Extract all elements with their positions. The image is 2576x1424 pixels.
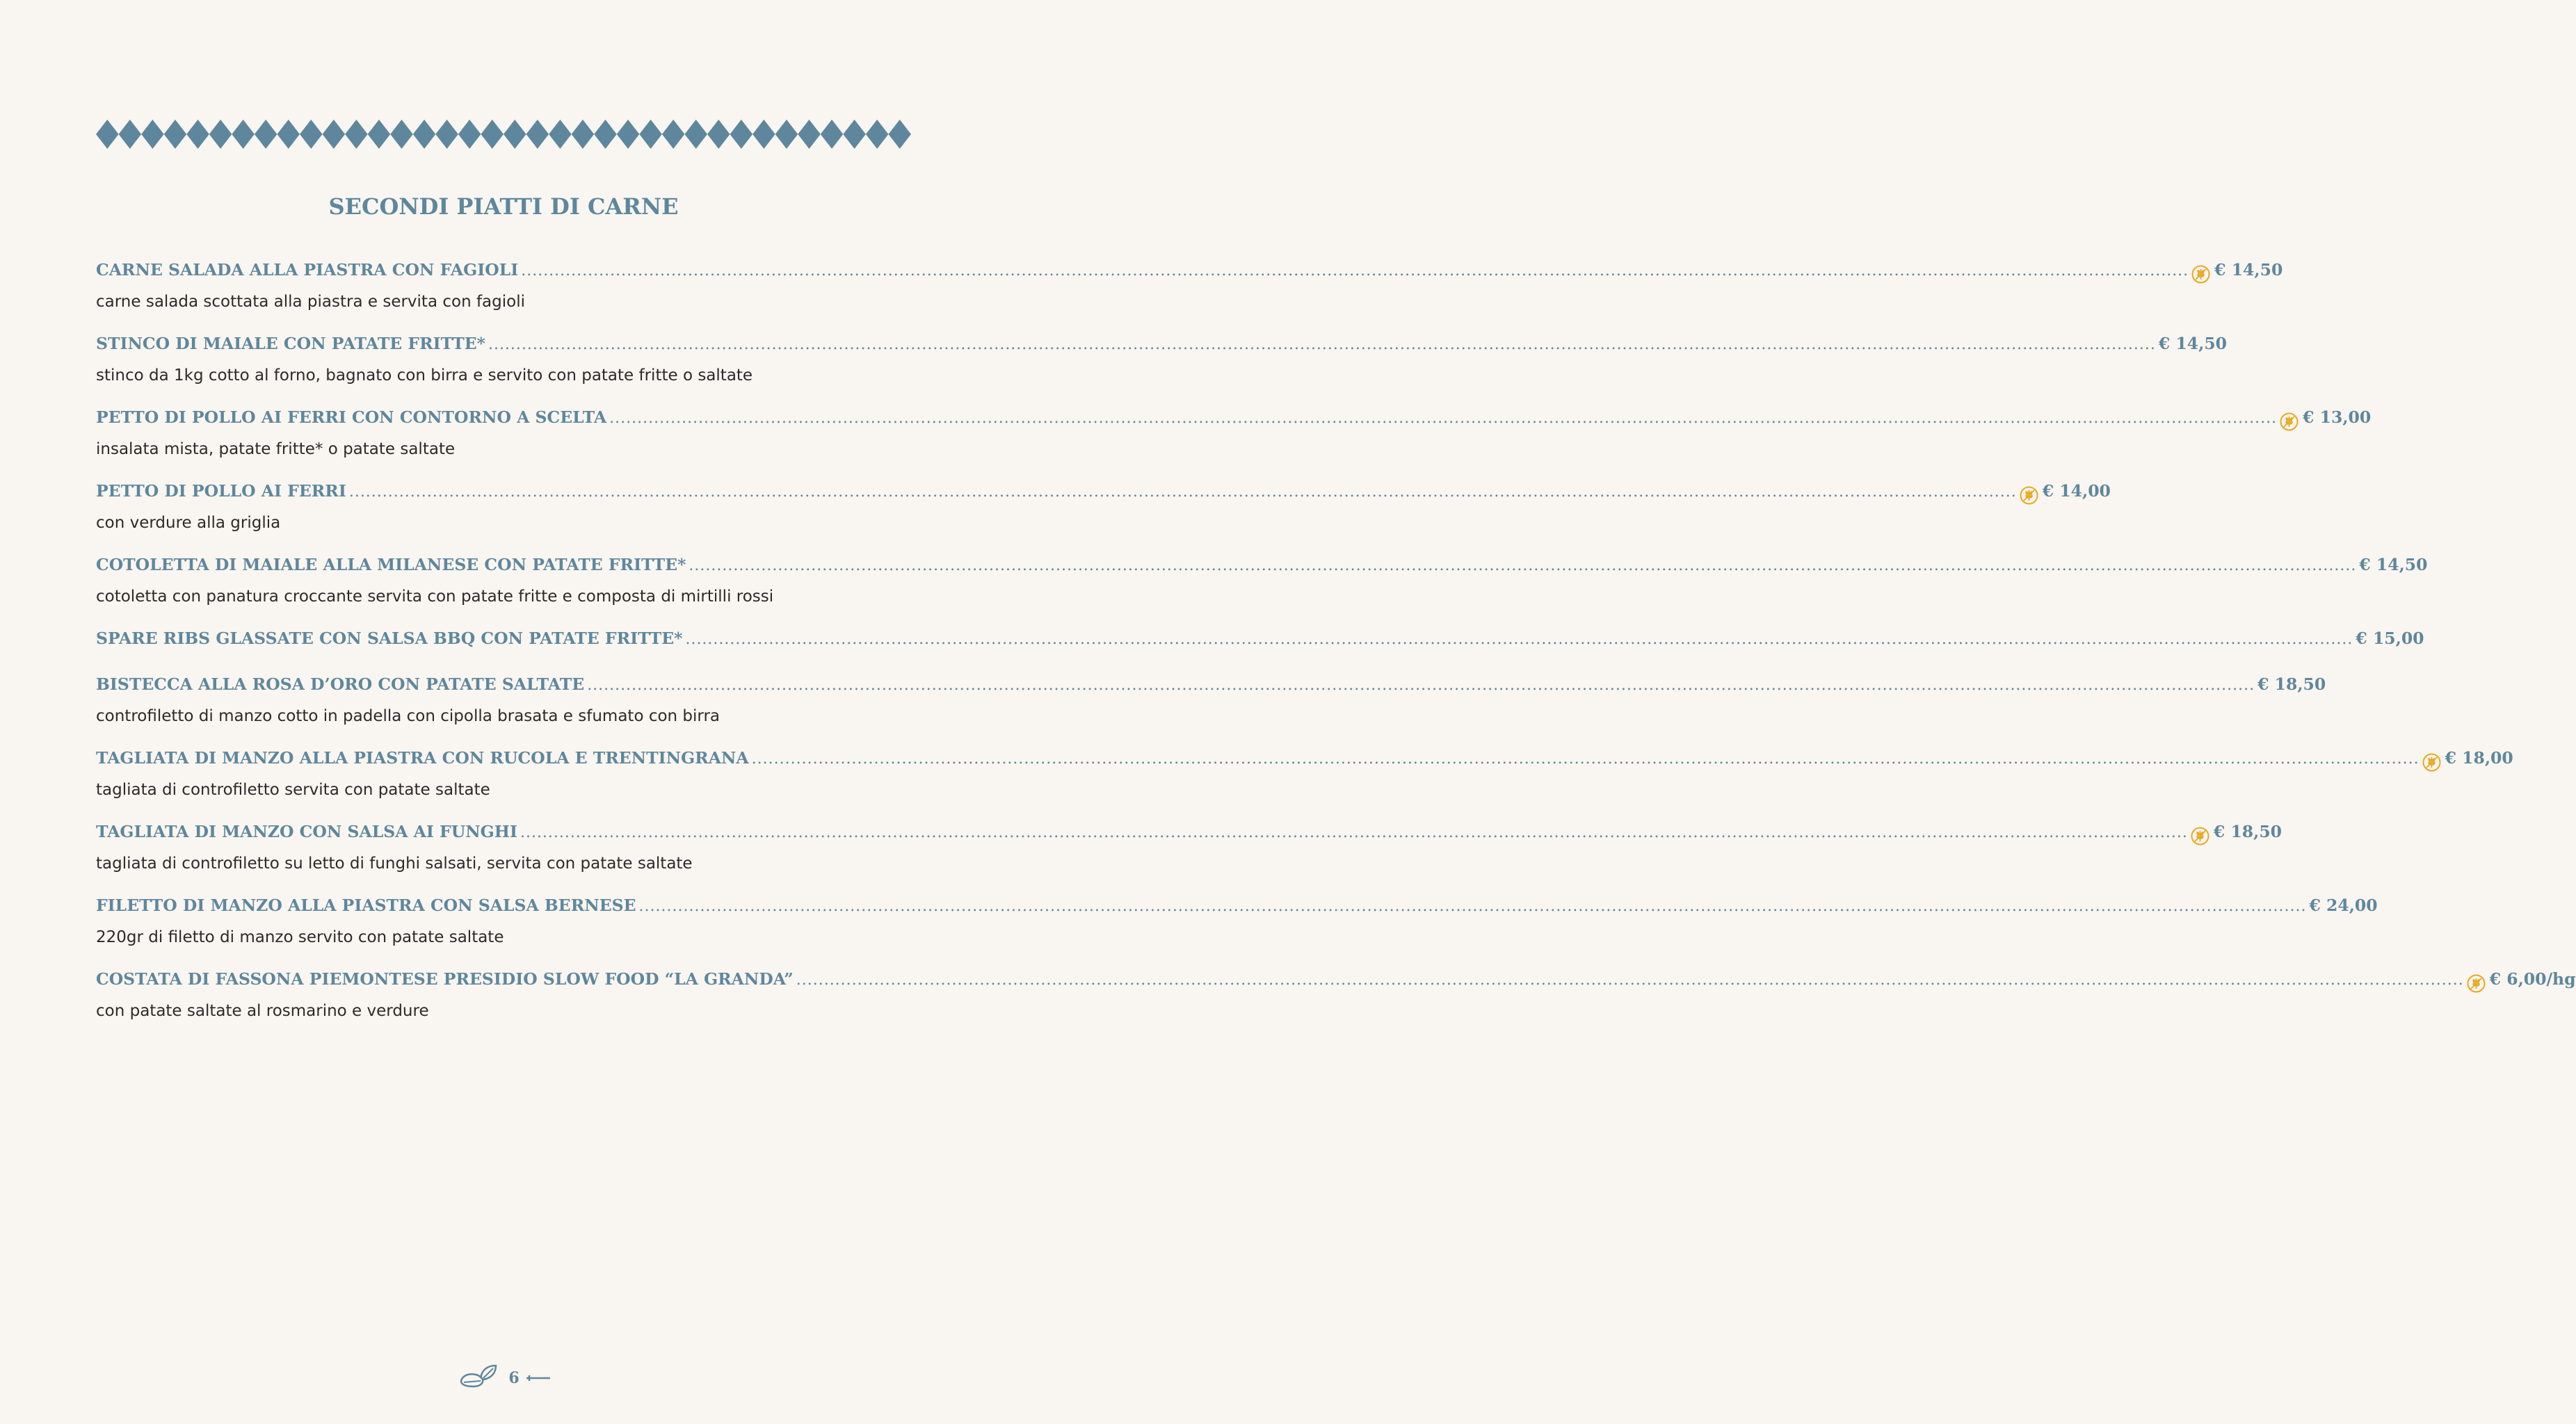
diamond-shape — [96, 120, 119, 149]
menu-item-line — [96, 260, 2283, 288]
menu-item — [96, 674, 2326, 730]
diamond-shape — [481, 120, 504, 149]
diamond-shape — [572, 120, 595, 149]
dish-description: controfiletto di manzo cotto in padella con cipolla brasata e sfumato con birra — [96, 707, 721, 725]
diamond-shape — [141, 120, 164, 149]
dot-leader: ............................................................................................................................................................................................................................................................................................................ — [685, 631, 2353, 648]
menu-item-line — [96, 629, 2424, 656]
menu-item-line — [96, 822, 2283, 850]
diamond-shape — [730, 120, 753, 149]
menu-item — [96, 555, 2428, 610]
dish-name: PETTO DI POLLO AI FERRI — [96, 481, 346, 501]
dish-name: FILETTO DI MANZO ALLA PIASTRA CON SALSA BERNESE — [96, 896, 636, 915]
footer-rule — [526, 1372, 550, 1385]
leaf-ornament-icon — [457, 1363, 501, 1393]
diamond-shape — [323, 120, 346, 149]
dish-name: CARNE SALADA ALLA PIASTRA CON FAGIOLI — [96, 260, 519, 280]
dish-description: stinco da 1kg cotto al forno, bagnato con birra e servito con patate fritte o saltate — [96, 366, 753, 385]
menu-item-line — [96, 748, 2513, 776]
diamond-shape — [888, 120, 911, 149]
dish-description: tagliata di controfiletto su letto di funghi salsati, servita con patate saltate — [96, 855, 693, 873]
diamond-shape — [164, 120, 187, 149]
dish-name: COTOLETTA DI MAIALE ALLA MILANESE CON PATATE FRITTE* — [96, 555, 686, 574]
diamond-shape — [435, 120, 458, 149]
diamond-shape — [300, 120, 323, 149]
dot-leader: ............................................................................................................................................................................................................................................................................................................ — [689, 557, 2357, 574]
gluten-free-icon — [2191, 265, 2210, 284]
diamond-shape — [458, 120, 481, 149]
diamond-shape — [526, 120, 549, 149]
diamond-shape — [617, 120, 640, 149]
dish-price: € 18,50 — [2257, 674, 2326, 694]
dish-name: BISTECCA ALLA ROSA D’ORO CON PATATE SALTATE — [96, 674, 585, 694]
menu-item — [96, 896, 2378, 951]
dot-leader: ............................................................................................................................................................................................................................................................................................................ — [488, 336, 2156, 353]
dish-price: € 18,00 — [2445, 748, 2513, 768]
diamond-shape — [413, 120, 436, 149]
dot-leader: ............................................................................................................................................................................................................................................................................................................ — [638, 898, 2307, 915]
dish-description: cotoletta con panatura croccante servita con patate fritte e composta di mirtilli rossi — [96, 588, 774, 606]
diamond-shape — [186, 120, 209, 149]
menu-item-line — [96, 407, 2372, 435]
menu-item — [96, 334, 2228, 389]
dish-name: PETTO DI POLLO AI FERRI CON CONTORNO A SCELTA — [96, 407, 607, 427]
dish-price: € 14,00 — [2042, 481, 2111, 501]
dish-price: € 18,50 — [2213, 822, 2283, 841]
menu-item — [96, 407, 2372, 463]
dish-description: tagliata di controfiletto servita con patate saltate — [96, 781, 490, 799]
dot-leader: ............................................................................................................................................................................................................................................................................................................ — [609, 410, 2278, 427]
menu-item-line — [96, 555, 2428, 583]
menu-item-line — [96, 896, 2378, 923]
dish-name: TAGLIATA DI MANZO CON SALSA AI FUNGHI — [96, 822, 517, 841]
gluten-free-icon — [2467, 974, 2486, 993]
dot-leader: ............................................................................................................................................................................................................................................................................................................ — [796, 971, 2464, 989]
menu-item-line — [96, 969, 2576, 997]
dish-price: € 14,50 — [2359, 555, 2428, 574]
diamond-shape — [209, 120, 232, 149]
dish-description: 220gr di filetto di manzo servito con patate saltate — [96, 928, 504, 946]
diamond-shape — [504, 120, 526, 149]
dish-name: TAGLIATA DI MANZO ALLA PIASTRA CON RUCOLA E TRENTINGRANA — [96, 748, 749, 768]
diamond-shape — [232, 120, 255, 149]
diamond-shape — [390, 120, 413, 149]
diamond-border-decoration — [96, 120, 911, 149]
gluten-free-icon — [2280, 412, 2299, 431]
dish-price: € 15,00 — [2356, 629, 2424, 648]
section-title: SECONDI PIATTI DI CARNE — [328, 193, 679, 220]
dot-leader: ............................................................................................................................................................................................................................................................................................................ — [521, 262, 2189, 280]
diamond-shape — [707, 120, 730, 149]
diamond-shape — [549, 120, 572, 149]
diamond-shape — [345, 120, 368, 149]
dish-name: COSTATA DI FASSONA PIEMONTESE PRESIDIO SLOW FOOD “LA GRANDA” — [96, 969, 794, 989]
dish-price: € 6,00/hg — [2489, 969, 2576, 989]
menu-item — [96, 822, 2283, 877]
diamond-shape — [277, 120, 300, 149]
dish-description: insalata mista, patate fritte* o patate saltate — [96, 440, 456, 458]
diamond-shape — [843, 120, 866, 149]
menu-item — [96, 969, 2576, 1025]
menu-list — [96, 260, 2576, 1043]
diamond-shape — [639, 120, 662, 149]
diamond-shape — [119, 120, 142, 149]
diamond-shape — [866, 120, 889, 149]
diamond-shape — [368, 120, 391, 149]
menu-item — [96, 748, 2513, 804]
menu-item-line — [96, 674, 2326, 702]
dish-description: carne salada scottata alla piastra e servita con fagioli — [96, 293, 525, 311]
diamond-shape — [752, 120, 775, 149]
dish-price: € 14,50 — [2158, 334, 2228, 353]
dish-price: € 14,50 — [2214, 260, 2283, 280]
dish-price: € 24,00 — [2309, 896, 2378, 915]
dish-description: con verdure alla griglia — [96, 514, 281, 532]
diamond-shape — [662, 120, 685, 149]
menu-item — [96, 481, 2111, 537]
dish-price: € 13,00 — [2303, 407, 2372, 427]
dot-leader: ............................................................................................................................................................................................................................................................................................................ — [520, 824, 2188, 841]
dot-leader: ............................................................................................................................................................................................................................................................................................................ — [348, 483, 2017, 501]
diamond-shape — [594, 120, 617, 149]
diamond-shape — [775, 120, 798, 149]
diamond-shape — [821, 120, 844, 149]
dish-name: STINCO DI MAIALE CON PATATE FRITTE* — [96, 334, 485, 353]
gluten-free-icon — [2191, 827, 2209, 846]
dot-leader: ............................................................................................................................................................................................................................................................................................................ — [751, 750, 2420, 768]
menu-item-line — [96, 481, 2111, 509]
diamond-shape — [798, 120, 821, 149]
menu-item — [96, 629, 2424, 656]
diamond-shape — [684, 120, 707, 149]
dot-leader: ............................................................................................................................................................................................................................................................................................................ — [587, 677, 2255, 694]
gluten-free-icon — [2422, 753, 2441, 772]
diamond-shape — [255, 120, 277, 149]
gluten-free-icon — [2020, 486, 2038, 505]
menu-item — [96, 260, 2283, 316]
dish-description: con patate saltate al rosmarino e verdure — [96, 1002, 429, 1020]
dish-name: SPARE RIBS GLASSATE CON SALSA BBQ CON PATATE FRITTE* — [96, 629, 683, 648]
page-number: 6 — [508, 1369, 520, 1387]
menu-item-line — [96, 334, 2228, 362]
page-footer — [0, 1363, 1007, 1393]
